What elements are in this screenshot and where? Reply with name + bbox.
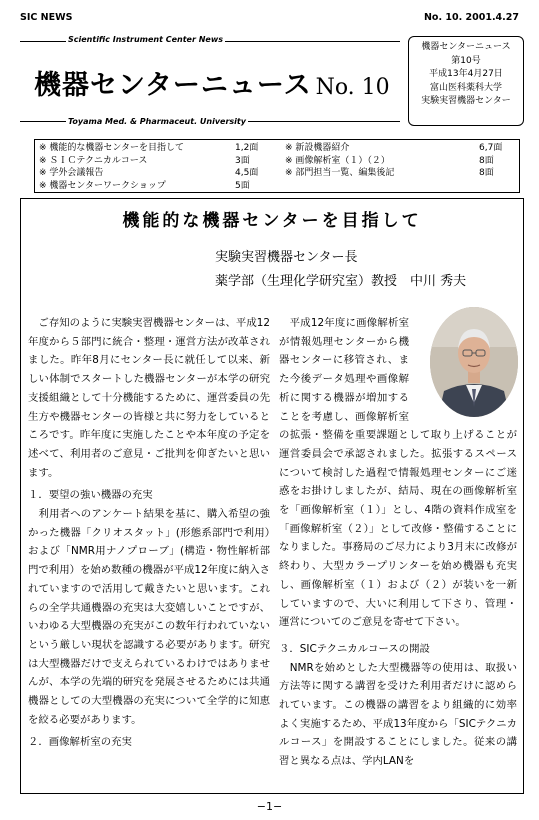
info-line: 機器センターニュース [421,42,511,52]
info-line: 富山医科薬科大学 [429,82,502,93]
info-line: 実験実習機器センター [421,96,511,106]
toc-page: 6,7面 [479,143,503,153]
toc-page: 8面 [479,155,494,166]
header-left: SIC NEWS [20,12,73,23]
header-right: No. 10. 2001.4.27 [423,12,519,23]
toc-page: 3面 [235,155,250,166]
intro-paragraph: ご存知のように実験実習機器センターは、平成12年度から５部門に統合・整理・運営方法が改革されました。昨年8月にセンター長に就任して以来、新しい体制でスタートした機器センターが本学の研究支援組織として十分機能するために、運営委員の先生方や機器センターの皆様と共に努力をしているところです。昨年度に実施したことや本年度の予定を述べて、利用者のご意見・ご批判を仰ぎたいと思います。 [28,317,270,479]
header-bar [20,10,519,26]
section-heading: ２．画像解析室の充実 [28,736,132,749]
masthead-number: No. 10 [315,75,390,100]
body-paragraph: 利用者へのアンケート結果を基に、購入希望の強かった機器「クリオスタット」(形態系部門で利用）および「NMR用ナノプローブ」(構造・物性解析部門で利用）を始め数種の機器が平成12年度に納入されていますので活用して戴きたいと思います。これらの全学共通機器の充実は大変嬉しいことですが、いわゆる大型機器の充実がこの数年行われていないという厳しい現状を認識する必要があります。研究は大型機器だけで支えられているわけではありませんが、本学の先端的研究を発展させるためには共通機器としての大型機器の充実について全学的に知恵を絞る必要があります。 [28,508,270,726]
section-heading: １．要望の強い機器の充実 [28,489,153,502]
info-line: 第10号 [451,55,481,66]
toc-row [39,167,515,180]
info-line: 平成13年4月27日 [429,69,503,79]
toc-item[interactable]: ※ 画像解析室（１）（２） [285,155,390,166]
table-of-contents [34,139,520,193]
page-number: −1− [256,800,283,813]
photo-wrap-spacer [409,314,517,414]
toc-item[interactable]: ※ 学外会議報告 [39,168,104,178]
toc-item[interactable]: ※ 部門担当一覧、編集後記 [285,168,395,178]
body-paragraph: NMRを始めとした大型機器等の使用は、取扱い方法等に関する講習を受けた利用者だけに認められています。この機器の講習をより組織的に効率よく実施するため、平成13年度から「SICテクニカルコース」を開設することにしました。従来の講習と異なる点は、学内LANを [279,661,517,768]
toc-page: 8面 [479,168,494,178]
author-name: 薬学部（生理化学研究室）教授 中川 秀夫 [215,274,467,289]
toc-page: 1,2面 [235,143,259,153]
article-title: 機能的な機器センターを目指して [122,211,422,231]
masthead-title [34,63,390,102]
toc-row [39,155,515,168]
masthead [20,35,400,130]
toc-row [39,142,515,155]
issue-info-box [408,36,524,126]
toc-item[interactable]: ※ 新設機器紹介 [285,143,350,153]
toc-row [39,180,515,193]
toc-item[interactable]: ※ 機器センターワークショップ [39,180,166,191]
body-paragraph: 平成12年度に画像解析室が情報処理センターから機器センターに移管され、また今後データ処理や画像解析に関する機器が増加することを考慮し、画像解析室の拡張・整備を重要課題として取り上げることが運営委員会で承認されました。拡張するスペースについて検討した過程で情報処理センターにご迷惑をお掛けしましたが、結局、現在の画像解析室を「画像解析室（１）」とし、4階の資料作成室を「画像解析室（２）」として改修・整備することになりました。事務局のご尽力により3月末に改修が終わり、大型カラープリンターを始め機器も充実し、画像解析室（１）および（２）が装いを一新していますので、大いに利用して下さり、管理・運営についてのご意見を寄せて下さい。 [279,317,517,629]
toc-page: 4,5面 [235,168,259,178]
masthead-subtitle-top: Scientific Instrument Center News [68,35,223,44]
masthead-subtitle-bottom: Toyama Med. & Pharmaceut. University [68,117,246,126]
right-column [279,314,517,771]
toc-item[interactable]: ※ ＳＩＣテクニカルコース [39,155,148,166]
masthead-title-text: 機器センターニュース [34,70,312,101]
section-heading: ３．SICテクニカルコースの開設 [279,642,430,655]
left-column [28,314,270,752]
author-position: 実験実習機器センター長 [215,250,358,265]
toc-item[interactable]: ※ 機能的な機器センターを目指して [39,143,185,153]
toc-page: 5面 [235,180,250,191]
